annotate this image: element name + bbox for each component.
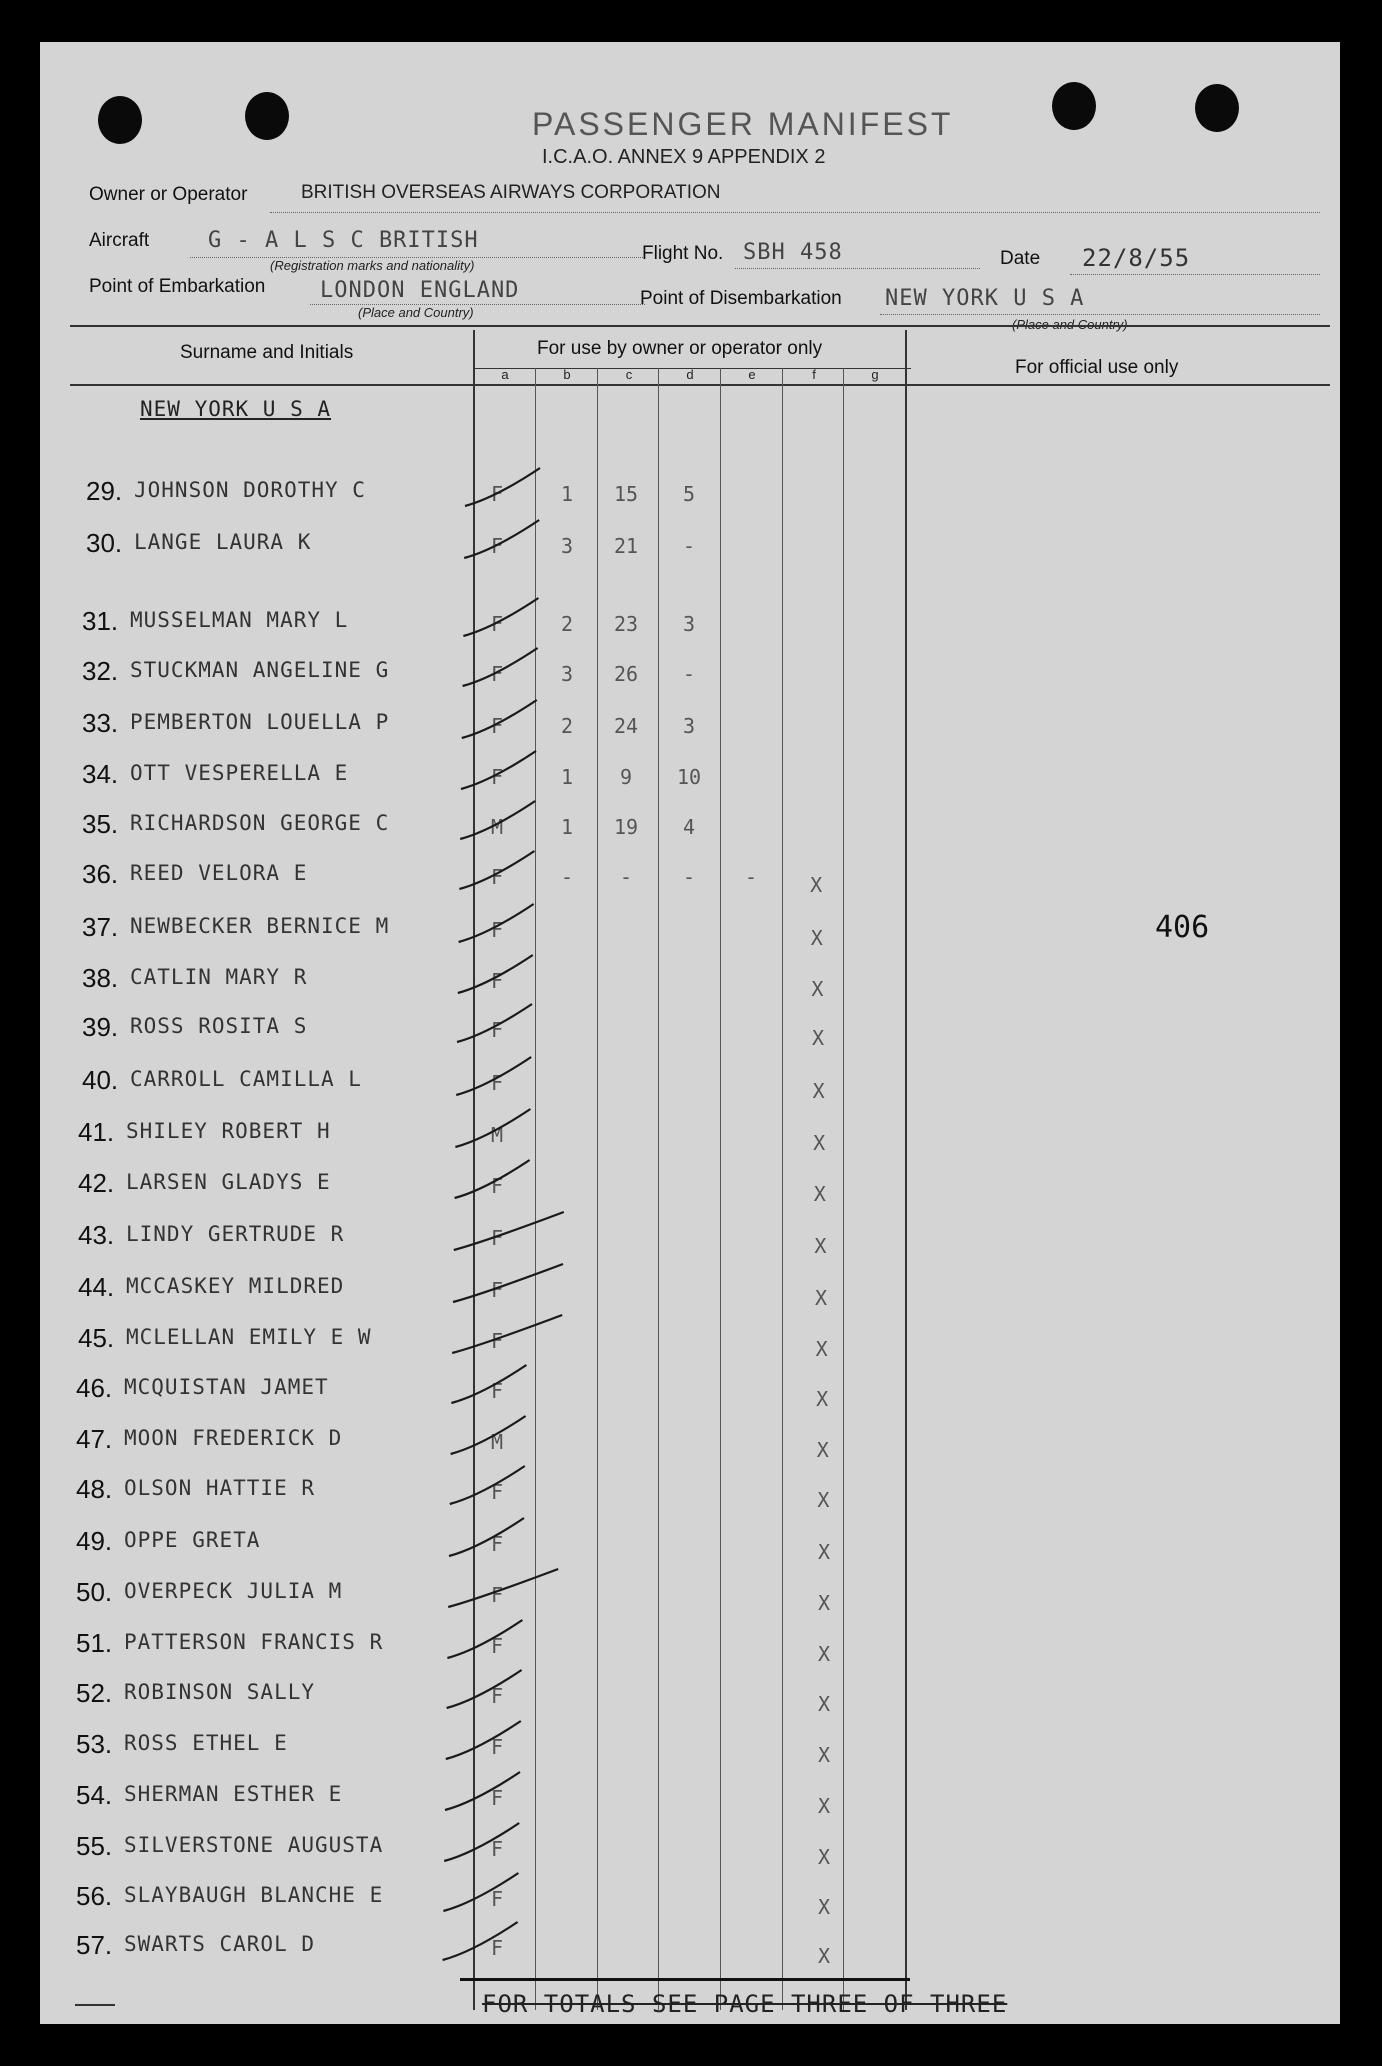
cell-a: M [490, 815, 504, 839]
tick-mark-icon [447, 1670, 522, 1708]
embarkation-label: Point of Embarkation [89, 276, 266, 297]
place-note-2: (Place and Country) [1012, 317, 1128, 332]
owner-label: Owner or Operator [89, 184, 248, 205]
manifest-title: PASSENGER MANIFEST [532, 106, 954, 142]
cell-a: F [490, 662, 504, 686]
cell-d: - [682, 865, 696, 889]
disembarkation-label: Point of Disembarkation [640, 288, 842, 309]
passenger-name: SLAYBAUGH BLANCHE E [124, 1883, 384, 1907]
cell-a: F [490, 1837, 504, 1861]
registration-note: (Registration marks and nationality) [270, 258, 475, 273]
cell-f: X [817, 1845, 831, 1869]
row-number: 46. [76, 1373, 113, 1403]
tick-mark-icon [455, 1109, 530, 1147]
tick-marks [40, 42, 1340, 2024]
destination-heading: NEW YORK U S A [140, 397, 332, 421]
passenger-name: SHILEY ROBERT H [126, 1119, 331, 1143]
tick-mark-icon [457, 1004, 532, 1042]
row-number: 47. [76, 1424, 113, 1454]
col-surname-header: Surname and Initials [180, 342, 354, 363]
flight-value: SBH 458 [743, 240, 843, 265]
cell-b: 3 [560, 534, 574, 558]
official-number: 406 [1155, 910, 1210, 945]
passenger-name: MUSSELMAN MARY L [130, 608, 349, 632]
row-number: 53. [76, 1729, 113, 1759]
cell-f: X [817, 1895, 831, 1919]
row-number: 33. [82, 708, 119, 738]
row-number: 49. [76, 1526, 113, 1556]
subcolumn-header-f: f [812, 367, 816, 382]
row-number: 39. [82, 1012, 119, 1042]
cell-f: X [817, 1692, 831, 1716]
passenger-name: NEWBECKER BERNICE M [130, 914, 390, 938]
tick-mark-icon [459, 904, 534, 942]
cell-d: 10 [676, 765, 702, 789]
passenger-name: ROSS ROSITA S [130, 1014, 308, 1038]
tick-mark-icon [461, 751, 536, 789]
passenger-name: ROBINSON SALLY [124, 1680, 316, 1704]
cell-b: 1 [560, 765, 574, 789]
passenger-name: MOON FREDERICK D [124, 1426, 343, 1450]
passenger-name: RICHARDSON GEORGE C [130, 811, 390, 835]
row-number: 52. [76, 1678, 113, 1708]
cell-e: - [744, 865, 758, 889]
cell-a: F [490, 1786, 504, 1810]
date-value: 22/8/55 [1082, 244, 1191, 272]
tick-mark-icon [455, 1160, 530, 1198]
passenger-name: LARSEN GLADYS E [126, 1170, 331, 1194]
cell-a: F [490, 1278, 504, 1302]
aircraft-label: Aircraft [89, 230, 150, 251]
tick-mark-icon [451, 1416, 526, 1454]
cell-f: X [817, 1743, 831, 1767]
subcolumn-header-d: d [686, 367, 694, 382]
tick-mark-icon [450, 1466, 525, 1504]
passenger-name: OPPE GRETA [124, 1528, 261, 1552]
totals-note: FOR TOTALS SEE PAGE THREE OF THREE [482, 1990, 1008, 2018]
passenger-name: CATLIN MARY R [130, 965, 308, 989]
cell-f: X [814, 1286, 828, 1310]
subcolumn-header-g: g [871, 367, 879, 382]
cell-b: 2 [560, 714, 574, 738]
cell-a: F [490, 1684, 504, 1708]
col-official-header: For official use only [1015, 357, 1179, 378]
passenger-name: REED VELORA E [130, 861, 308, 885]
row-number: 30. [86, 528, 123, 558]
cell-a: F [490, 1936, 504, 1960]
cell-a: F [490, 482, 504, 506]
row-number: 48. [76, 1474, 113, 1504]
cell-a: F [490, 1583, 504, 1607]
passenger-name: SILVERSTONE AUGUSTA [124, 1833, 384, 1857]
cell-f: X [817, 1944, 831, 1968]
cell-f: X [816, 1438, 829, 1462]
tick-mark-icon [460, 801, 535, 839]
cell-f: X [810, 926, 823, 950]
cell-d: 4 [682, 815, 696, 839]
place-note: (Place and Country) [358, 305, 474, 320]
tick-mark-icon [443, 1873, 518, 1911]
tick-mark-icon [448, 1569, 558, 1607]
cell-a: M [490, 1430, 504, 1454]
tick-mark-icon [453, 1264, 563, 1302]
cell-a: F [490, 918, 504, 942]
passenger-name: STUCKMAN ANGELINE G [130, 658, 390, 682]
passenger-name: MCLELLAN EMILY E W [126, 1325, 372, 1349]
tick-mark-icon [445, 1772, 520, 1810]
row-number: 40. [82, 1065, 119, 1095]
flight-label: Flight No. [642, 243, 724, 264]
cell-d: 3 [682, 612, 696, 636]
manifest-sheet [40, 42, 1340, 2024]
tick-mark-icon [463, 648, 538, 686]
cell-a: F [490, 1735, 504, 1759]
cell-b: 1 [560, 815, 574, 839]
col-owner-header: For use by owner or operator only [537, 338, 823, 359]
row-number: 32. [82, 656, 119, 686]
tick-mark-icon [458, 955, 533, 993]
passenger-name: SHERMAN ESTHER E [124, 1782, 343, 1806]
cell-f: X [817, 1540, 831, 1564]
cell-f: X [811, 1026, 825, 1050]
passenger-name: ROSS ETHEL E [124, 1731, 288, 1755]
cell-c: - [619, 865, 633, 889]
passenger-name: LANGE LAURA K [134, 530, 312, 554]
cell-f: X [817, 1591, 831, 1615]
cell-f: X [811, 977, 824, 1001]
passenger-name: MCQUISTAN JAMET [124, 1375, 329, 1399]
cell-f: X [813, 1131, 826, 1155]
row-number: 44. [78, 1272, 115, 1302]
tick-mark-icon [465, 468, 540, 506]
row-number: 35. [82, 809, 119, 839]
cell-a: F [490, 1329, 504, 1353]
row-number: 55. [76, 1831, 113, 1861]
row-number: 54. [76, 1780, 113, 1810]
passenger-name: SWARTS CAROL D [124, 1932, 316, 1956]
passenger-name: OTT VESPERELLA E [130, 761, 349, 785]
tick-mark-icon [459, 851, 534, 889]
cell-f: X [814, 1234, 827, 1258]
tick-mark-icon [452, 1315, 562, 1353]
cell-a: F [490, 534, 504, 558]
row-number: 50. [76, 1577, 113, 1607]
cell-a: M [490, 1123, 504, 1147]
row-number: 38. [82, 963, 119, 993]
row-number: 29. [86, 476, 123, 506]
row-number: 57. [76, 1930, 113, 1960]
cell-c: 9 [619, 765, 633, 789]
cell-a: F [490, 1174, 504, 1198]
tick-mark-icon [443, 1922, 518, 1960]
disembarkation-value: NEW YORK U S A [885, 286, 1085, 311]
row-number: 31. [82, 606, 119, 636]
cell-a: F [490, 612, 504, 636]
cell-c: 23 [613, 612, 639, 636]
row-number: 56. [76, 1881, 113, 1911]
tick-mark-icon [447, 1620, 522, 1658]
tick-mark-icon [451, 1365, 526, 1403]
cell-f: X [817, 1488, 830, 1512]
date-label: Date [1000, 248, 1041, 269]
row-number: 36. [82, 859, 119, 889]
cell-b: 3 [560, 662, 574, 686]
cell-c: 26 [613, 662, 639, 686]
cell-a: F [490, 969, 504, 993]
tick-mark-icon [444, 1823, 519, 1861]
cell-f: X [812, 1079, 825, 1103]
tick-mark-icon [454, 1212, 564, 1250]
cell-c: 15 [613, 482, 639, 506]
tick-mark-icon [463, 598, 538, 636]
tick-mark-icon [456, 1057, 531, 1095]
cell-b: 2 [560, 612, 574, 636]
row-number: 42. [78, 1168, 115, 1198]
subcolumn-header-b: b [563, 367, 571, 382]
cell-f: X [815, 1337, 828, 1361]
cell-d: 3 [682, 714, 696, 738]
cell-c: 19 [613, 815, 639, 839]
cell-f: X [817, 1794, 831, 1818]
passenger-name: OLSON HATTIE R [124, 1476, 316, 1500]
row-number: 34. [82, 759, 119, 789]
cell-a: F [490, 1071, 504, 1095]
tick-mark-icon [446, 1721, 521, 1759]
cell-c: 21 [613, 534, 639, 558]
subcolumn-header-c: c [625, 367, 633, 382]
passenger-name: CARROLL CAMILLA L [130, 1067, 362, 1091]
cell-a: F [490, 1532, 504, 1556]
cell-a: F [490, 1634, 504, 1658]
cell-d: - [682, 662, 696, 686]
tick-mark-icon [449, 1518, 524, 1556]
cell-a: F [490, 1480, 504, 1504]
cell-a: F [490, 765, 504, 789]
cell-a: F [490, 1379, 504, 1403]
row-number: 45. [78, 1323, 115, 1353]
passenger-name: PEMBERTON LOUELLA P [130, 710, 390, 734]
cell-f: X [813, 1182, 826, 1206]
owner-value: BRITISH OVERSEAS AIRWAYS CORPORATION [301, 182, 721, 203]
row-number: 43. [78, 1220, 115, 1250]
passenger-name: LINDY GERTRUDE R [126, 1222, 345, 1246]
cell-c: 24 [613, 714, 639, 738]
row-number: 41. [78, 1117, 115, 1147]
subcolumn-header-e: e [748, 367, 756, 382]
cell-d: - [682, 534, 696, 558]
manifest-subtitle: I.C.A.O. ANNEX 9 APPENDIX 2 [542, 146, 826, 168]
cell-f: X [816, 1387, 829, 1411]
cell-d: 5 [682, 482, 696, 506]
passenger-name: PATTERSON FRANCIS R [124, 1630, 384, 1654]
aircraft-value: G - A L S C BRITISH [208, 228, 479, 253]
cell-a: F [490, 865, 504, 889]
cell-a: F [490, 1018, 504, 1042]
cell-f: X [817, 1642, 831, 1666]
tick-mark-icon [464, 520, 539, 558]
cell-b: - [560, 865, 574, 889]
passenger-name: JOHNSON DOROTHY C [134, 478, 366, 502]
passenger-name: MCCASKEY MILDRED [126, 1274, 345, 1298]
cell-a: F [490, 1887, 504, 1911]
subcolumn-header-a: a [501, 367, 509, 382]
cell-a: F [490, 714, 504, 738]
cell-f: X [810, 873, 823, 897]
cell-a: F [490, 1226, 504, 1250]
row-number: 37. [82, 912, 119, 942]
passenger-name: OVERPECK JULIA M [124, 1579, 343, 1603]
cell-b: 1 [560, 482, 574, 506]
row-number: 51. [76, 1628, 113, 1658]
tick-mark-icon [462, 700, 537, 738]
embarkation-value: LONDON ENGLAND [320, 278, 520, 303]
